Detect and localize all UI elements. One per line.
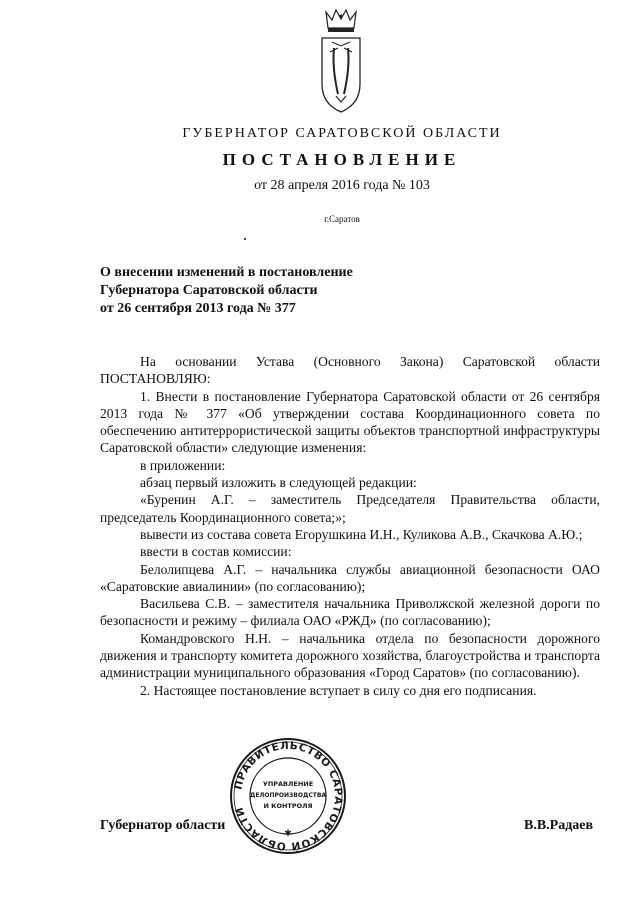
- scan-speck: [244, 238, 246, 240]
- remove-members-paragraph: вывести из состава совета Егорушкина И.Н., Куликова А.В., Скачкова А.Ю.;: [140, 526, 583, 542]
- item-1-paragraph: 1. Внести в постановление Губернатора Саратовской области от 26 сентября 2013 года № 377 «Об утверждении состава Координационного совета по обеспечению антитеррористической защиты объектов транспортной инфраструктуры Саратовской области» следующие изменения:: [100, 388, 600, 456]
- title-line: от 26 сентября 2013 года № 377: [100, 301, 296, 316]
- official-stamp: [228, 736, 348, 856]
- signatory-name: В.В.Радаев: [524, 818, 594, 833]
- document-date-number: от 28 апреля 2016 года № 103: [254, 178, 430, 193]
- member-paragraph: Белолипцева А.Г. – начальника службы авиационной безопасности ОАО «Саратовские авиалинии» (по согласованию);: [100, 561, 600, 594]
- member-paragraph: Командровского Н.Н. – начальника отдела по безопасности дорожного движения и транспорту комитета дорожного хозяйства, благоустройства и транспорта администрации муниципального образования «Город Саратов» (по согласованию).: [100, 630, 600, 681]
- stamp-outer-text: ПРАВИТЕЛЬСТВО САРАТОВСКОЙ ОБЛАСТИ: [232, 739, 345, 853]
- add-members-paragraph: ввести в состав комиссии:: [140, 544, 292, 560]
- signatory-position: Губернатор области: [100, 818, 226, 833]
- document-type: ПОСТАНОВЛЕНИЕ: [222, 150, 462, 169]
- appendix-paragraph: в приложении:: [140, 457, 226, 473]
- stamp-inner-line: УПРАВЛЕНИЕ: [262, 780, 314, 788]
- document-title: [100, 264, 500, 318]
- first-paragraph-text: «Буренин А.Г. – заместитель Председателя Правительства области, председатель Координационного совета;»;: [100, 492, 600, 525]
- stamp-inner-line: И КОНТРОЛЯ: [263, 802, 313, 810]
- member-paragraph: Васильева С.В. – заместителя начальника Приволжской железной дороги по безопасности и режиму – филиала ОАО «РЖД» (по согласованию);: [100, 596, 600, 629]
- stamp-inner-line: ДЕЛОПРОИЗВОДСТВА: [249, 792, 327, 799]
- item-2-paragraph: 2. Настоящее постановление вступает в силу со дня его подписания.: [140, 682, 537, 698]
- document-city: г.Саратов: [324, 214, 360, 224]
- agency-name: ГУБЕРНАТОР САРАТОВСКОЙ ОБЛАСТИ: [182, 126, 502, 141]
- first-paragraph-intro: абзац первый изложить в следующей редакции:: [140, 475, 417, 491]
- preamble-paragraph: На основании Устава (Основного Закона) Саратовской области ПОСТАНОВЛЯЮ:: [100, 354, 600, 387]
- saratov-coat-of-arms-icon: [312, 8, 370, 120]
- title-line: О внесении изменений в постановление: [100, 265, 353, 280]
- document-body: [100, 353, 600, 699]
- title-line: Губернатора Саратовской области: [100, 283, 318, 298]
- svg-text:✱: ✱: [284, 828, 292, 838]
